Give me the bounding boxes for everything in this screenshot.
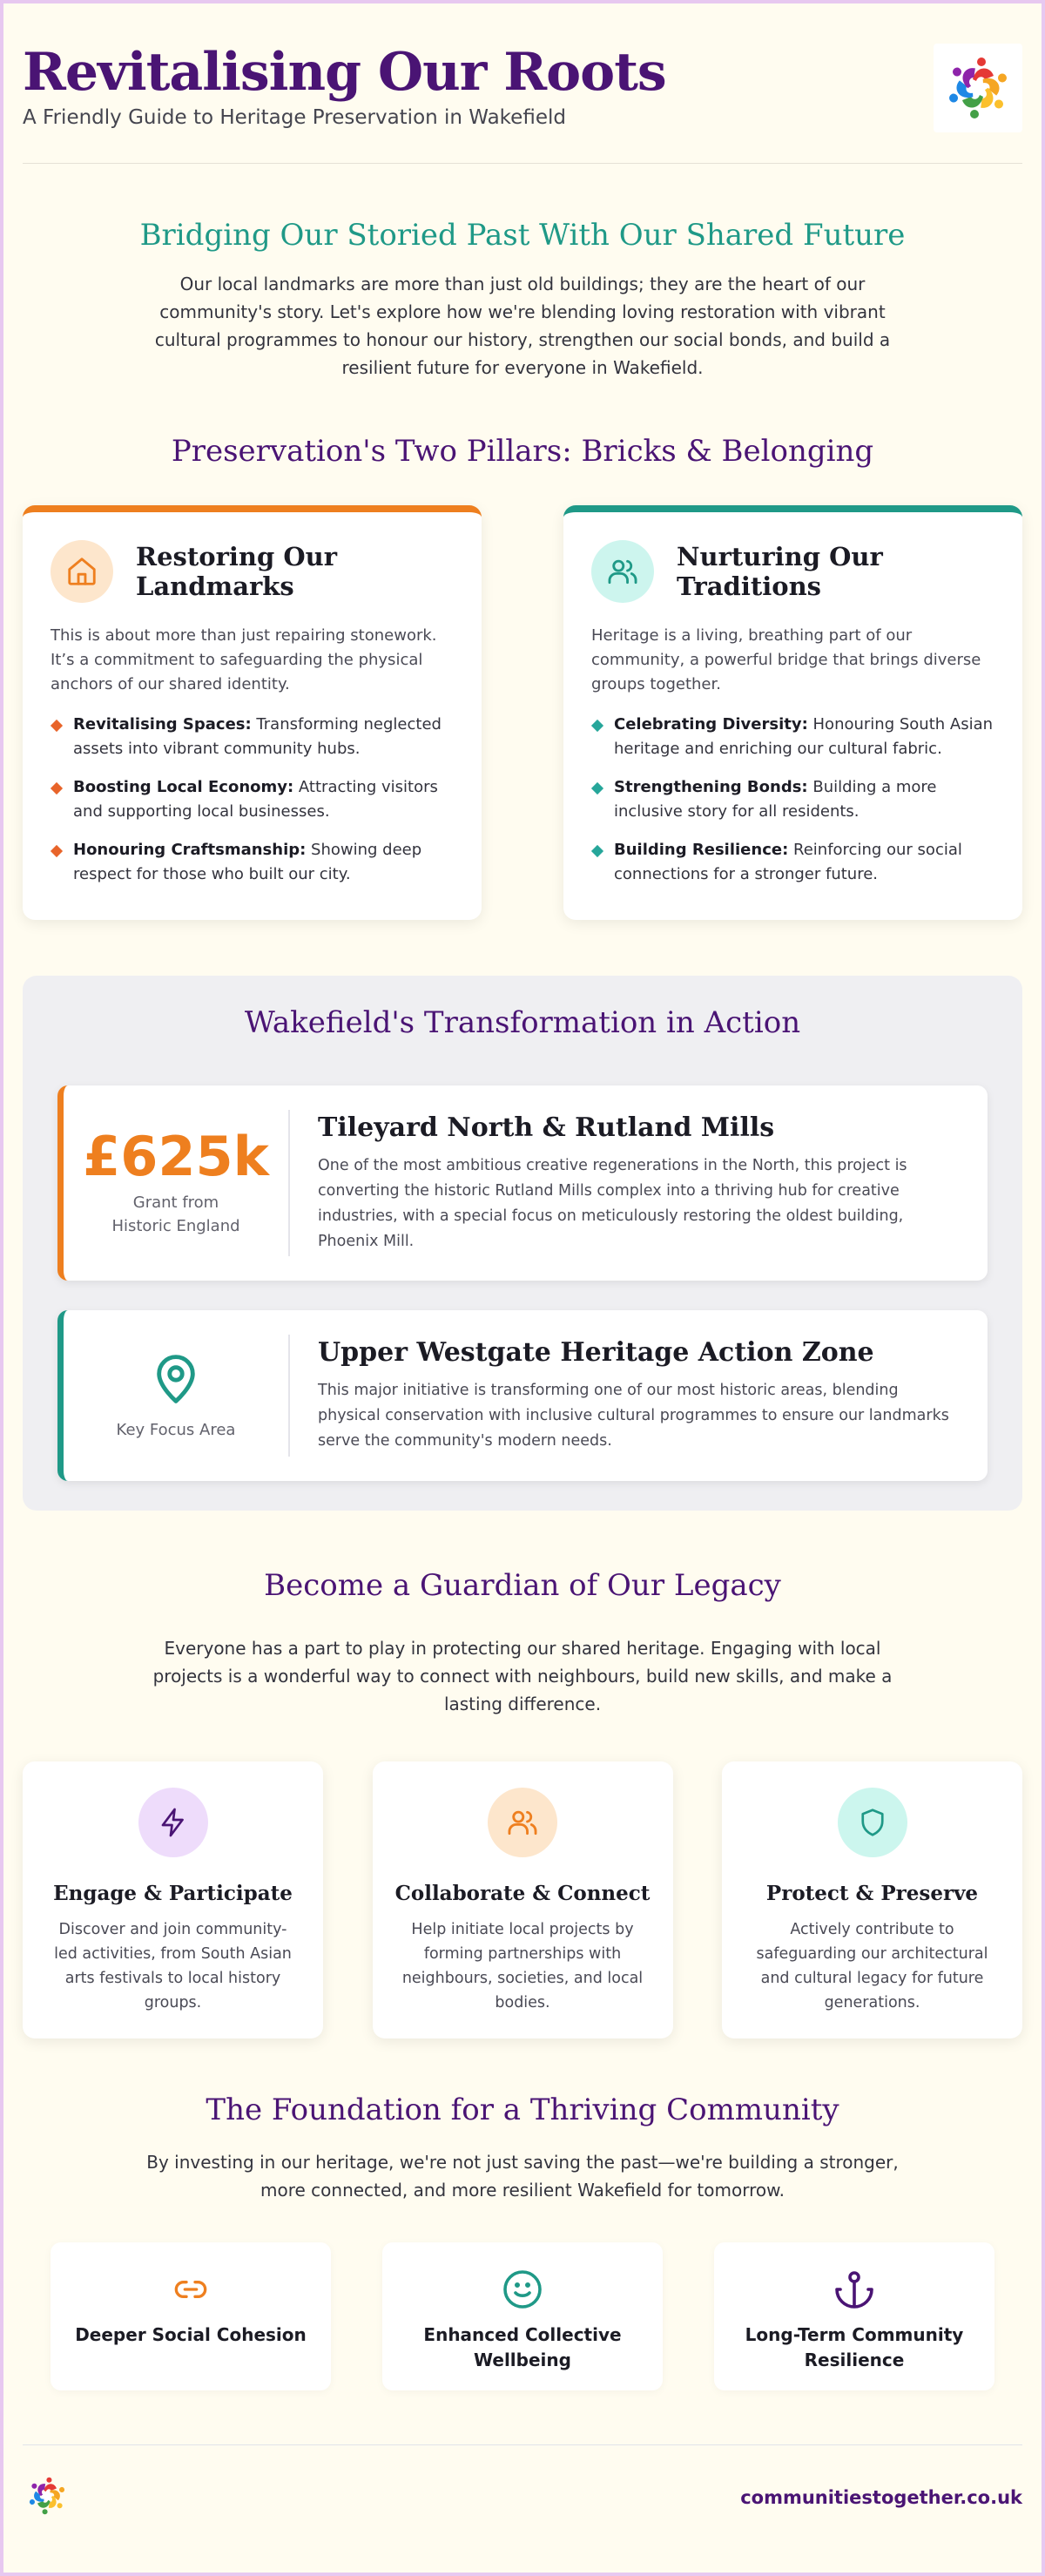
point-label: Honouring Craftsmanship: [73, 841, 307, 859]
pillar-title: Restoring Our Landmarks [136, 542, 337, 601]
page-title: Revitalising Our Roots [23, 42, 666, 103]
diamond-bullet-icon [591, 782, 603, 794]
benefit-resilience [714, 2242, 994, 2390]
benefit-title: Long-Term Community Resilience [745, 2324, 964, 2370]
point-text: Showing deep respect for those who built our city. [73, 841, 422, 883]
pillar-point-list [51, 713, 454, 887]
benefit-cohesion [51, 2242, 331, 2390]
card-protect [722, 1761, 1022, 2038]
list-item [591, 838, 994, 887]
point-label: Revitalising Spaces: [73, 715, 252, 734]
transformation-heading: Wakefield's Transformation in Action [244, 1005, 801, 1040]
pillars-row [23, 505, 1022, 920]
card-text: Help initiate local projects by forming partnerships with neighbours, societies, and local bodies. [401, 1921, 644, 2011]
stat-label: Grant from Historic England [111, 1193, 240, 1235]
pillars-heading: Preservation's Two Pillars: Bricks & Belonging [171, 434, 874, 469]
intro-heading: Bridging Our Storied Past With Our Shared Future [139, 218, 906, 253]
foundation-text: By investing in our heritage, we're not just saving the past—we're building a stronger, more connected, and more resilient Wakefield for tomorrow. [146, 2152, 899, 2201]
point-label: Building Resilience: [614, 841, 789, 859]
card-title: Collaborate & Connect [394, 1882, 651, 1905]
pillar-point-list [591, 713, 994, 887]
benefit-title: Deeper Social Cohesion [75, 2324, 307, 2345]
foundation-heading: The Foundation for a Thriving Community [206, 2093, 839, 2127]
footer-logo [23, 2471, 71, 2524]
pillar-description: Heritage is a living, breathing part of our community, a powerful bridge that brings diverse groups together. [591, 626, 981, 693]
list-item [591, 713, 994, 761]
anchor-icon [714, 2268, 994, 2310]
website-link[interactable]: communitiestogether.co.uk [740, 2487, 1022, 2508]
diamond-bullet-icon [591, 720, 603, 732]
home-icon [51, 540, 113, 603]
guardian-text: Everyone has a part to play in protecting our shared heritage. Engaging with local projects is a wonderful way to connect with neighbours, build new skills, and make a lasting difference. [152, 1638, 893, 1714]
page-footer [23, 2444, 1022, 2556]
pillar-card-landmarks [23, 505, 482, 920]
diamond-bullet-icon [591, 845, 603, 857]
card-title: Engage & Participate [53, 1882, 293, 1905]
point-label: Strengthening Bonds: [614, 778, 808, 796]
map-pin-icon [151, 1350, 201, 1408]
diamond-bullet-icon [51, 845, 63, 857]
diamond-bullet-icon [51, 720, 63, 732]
card-text: Discover and join community-led activities, from South Asian arts festivals to local history groups. [54, 1921, 292, 2011]
page-subtitle: A Friendly Guide to Heritage Preservation in Wakefield [23, 106, 566, 129]
pillar-card-traditions [563, 505, 1022, 920]
guardian-cards [23, 1761, 1022, 2038]
project-title: Upper Westgate Heritage Action Zone [318, 1337, 874, 1368]
community-circle-logo-icon [23, 2471, 71, 2520]
benefits-row [23, 2242, 1022, 2390]
smile-icon [382, 2268, 663, 2310]
benefit-wellbeing [382, 2242, 663, 2390]
benefit-title: Enhanced Collective Wellbeing [423, 2324, 622, 2370]
people-icon [591, 540, 654, 603]
link-icon [51, 2268, 331, 2310]
project-text: This major initiative is transforming one of our most historic areas, blending physical conservation with inclusive cultural programmes to ensure our landmarks serve the community's modern needs. [318, 1382, 949, 1450]
pillar-title: Nurturing Our Traditions [677, 542, 883, 601]
stat-label: Key Focus Area [116, 1420, 236, 1439]
transformation-section [23, 976, 1022, 1511]
list-item [51, 838, 454, 887]
community-circle-logo-icon [938, 48, 1018, 128]
point-label: Boosting Local Economy: [73, 778, 294, 796]
diamond-bullet-icon [51, 782, 63, 794]
people-icon [488, 1788, 557, 1857]
card-title: Protect & Preserve [765, 1882, 979, 1905]
point-text: Transforming neglected assets into vibrant community hubs. [73, 715, 442, 758]
card-engage [23, 1761, 323, 2038]
project-text: One of the most ambitious creative regenerations in the North, this project is converting the historic Rutland Mills complex into a thriving hub for creative industries, with a special focus on meticulously restoring the oldest building, Phoenix Mill. [318, 1156, 907, 1250]
guardian-heading: Become a Guardian of Our Legacy [264, 1568, 781, 1603]
point-text: Reinforcing our social connections for a stronger future. [614, 841, 962, 883]
point-text: Honouring South Asian heritage and enriching our cultural fabric. [614, 715, 994, 758]
project-card-westgate [57, 1310, 988, 1481]
page [23, 3, 1022, 2556]
project-card-tileyard [57, 1085, 988, 1281]
project-stat [64, 1110, 290, 1256]
point-text: Attracting visitors and supporting local businesses. [73, 778, 438, 821]
list-item [51, 775, 454, 824]
shield-icon [838, 1788, 907, 1857]
project-title: Tileyard North & Rutland Mills [318, 1112, 775, 1143]
point-label: Celebrating Diversity: [614, 715, 808, 734]
list-item [51, 713, 454, 761]
card-text: Actively contribute to safeguarding our architectural and cultural legacy for future generations. [756, 1921, 988, 2011]
card-collaborate [373, 1761, 673, 2038]
lightning-icon [138, 1788, 208, 1857]
community-logo [934, 44, 1022, 132]
intro-text: Our local landmarks are more than just old buildings; they are the heart of our community's story. Let's explore how we're blending loving restoration with vibrant cultural programmes to honour our history, strengthen our social bonds, and build a resilient future for everyone in Wakefield. [154, 274, 891, 378]
pillar-description: This is about more than just repairing stonework. It’s a commitment to safeguarding the physical anchors of our shared identity. [51, 626, 437, 693]
list-item [591, 775, 994, 824]
grant-amount: £625k [83, 1125, 269, 1188]
page-header [23, 3, 1022, 164]
intro-section [23, 164, 1022, 382]
point-text: Building a more inclusive story for all residents. [614, 778, 937, 821]
project-stat [64, 1335, 290, 1457]
